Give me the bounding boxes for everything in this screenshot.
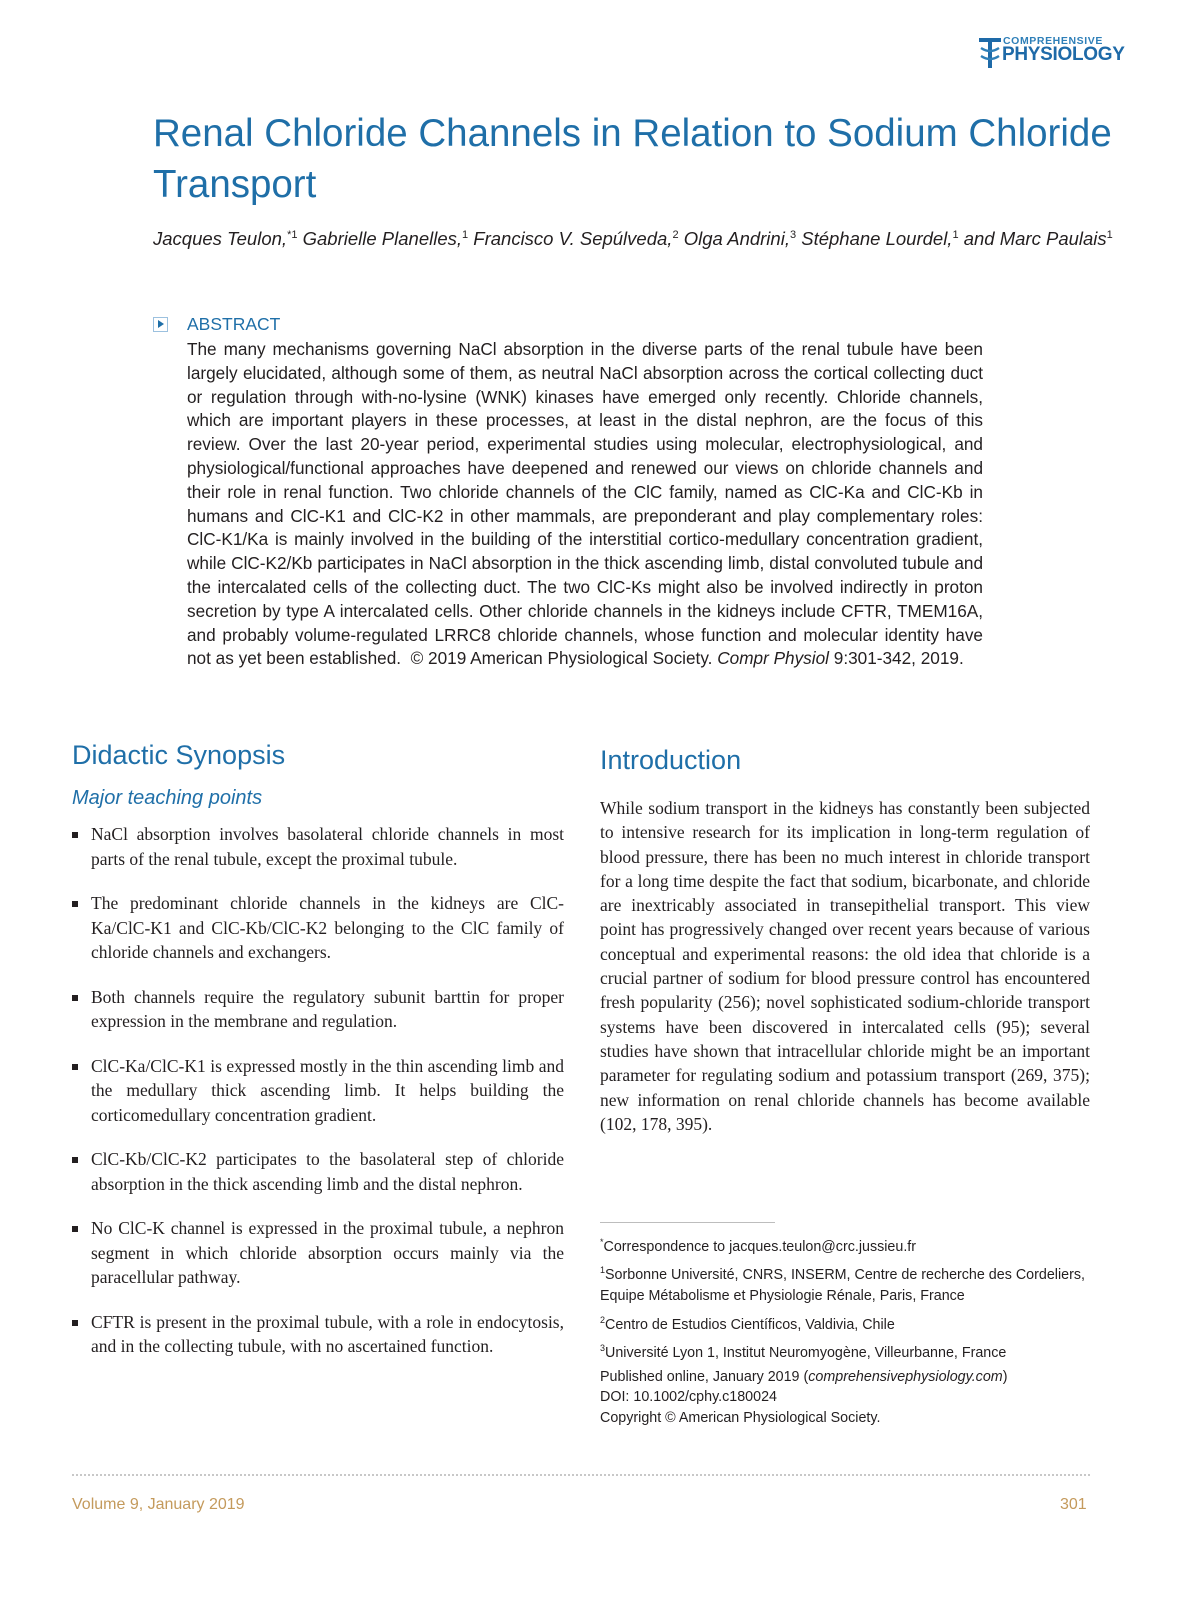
footnote-marker: 1 — [600, 1265, 606, 1276]
footnote-marker: * — [600, 1237, 604, 1247]
author-affiliation-marker: 2 — [672, 229, 679, 241]
abstract-label: ABSTRACT — [187, 314, 281, 334]
introduction-heading: Introduction — [600, 745, 742, 775]
didactic-synopsis-heading: Didactic Synopsis — [72, 740, 286, 770]
teaching-point-text: ClC-Kb/ClC-K2 participates to the basolateral step of chloride absorption in the thick ascending limb and the distal nephron. — [91, 1149, 564, 1194]
correspondence-note — [600, 1232, 1090, 1257]
author-name: Francisco V. Sepúlveda, — [473, 228, 673, 250]
teaching-points-heading: Major teaching points — [72, 787, 263, 809]
author-affiliation-marker: *1 — [287, 229, 298, 241]
logo-line-1: COMPREHENSIVE — [1003, 35, 1103, 47]
affiliation-note — [600, 1310, 1090, 1335]
affiliation-note — [600, 1260, 1090, 1306]
author-affiliation-marker: 1 — [462, 229, 469, 241]
teaching-point — [72, 1147, 564, 1196]
published-prefix: Published online, January 2019 ( — [600, 1368, 809, 1385]
footnotes — [600, 1232, 1090, 1432]
author-separator: and — [958, 228, 1000, 250]
bullet-icon — [72, 1320, 78, 1326]
author-name: Jacques Teulon, — [153, 228, 288, 250]
author-list — [153, 222, 1113, 252]
author-name: Gabrielle Planelles, — [302, 228, 463, 250]
introduction-text: While sodium transport in the kidneys has constantly been subjected to intensive research for its implication in long-term regulation of blood pressure, there has been no much interest in chloride transport for a long time despite the fact that sodium, bicarbonate, and chloride are inextricably associated in transepithelial transport. This view point has progressively changed over recent years because of various conceptual and experimental reasons: the old idea that chloride is a crucial partner of sodium for blood pressure control has encountered fresh popularity (256); novel sophisticated sodium-chloride transport systems have been discovered in intercalated cells (95); several studies have shown that intracellular chloride might be an important parameter for regulating sodium and potassium transport (269, 375); new information on renal chloride channels has become available (102, 178, 395). — [600, 798, 1090, 1134]
author-affiliation-marker: 1 — [952, 229, 959, 241]
abstract-citation: 9:301-342, 2019. — [833, 648, 964, 669]
affiliation-text: Sorbonne Université, CNRS, INSERM, Centre de recherche des Cordeliers, Equipe Métabolisme et Physiologie Rénale, Paris, France — [600, 1267, 1085, 1304]
journal-logo — [975, 34, 1135, 74]
footnote-marker: 2 — [600, 1314, 606, 1325]
teaching-point — [72, 891, 564, 965]
teaching-point — [72, 1054, 564, 1128]
teaching-point-text: No ClC-K channel is expressed in the proximal tubule, a nephron segment in which chloride absorption occurs mainly via the paracellular pathway. — [91, 1218, 564, 1287]
abstract-text — [187, 338, 983, 671]
abstract-body-text: The many mechanisms governing NaCl absorption in the diverse parts of the renal tubule have been largely elucidated, although some of them, as neutral NaCl absorption across the cortical collecting duct or regulation through with-no-lysine (WNK) kinases have emerged only recently. Chloride channels, which are important players in these processes, at least in the distal nephron, are the focus of this review. Over the last 20-year period, experimental studies using molecular, electrophysiological, and physiological/functional approaches have deepened and renewed our views on chloride channels and their role in renal function. Two chloride channels of the ClC family, named as ClC-Ka and ClC-Kb in humans and ClC-K1 and ClC-K2 in other mammals, are preponderant and play complementary roles: ClC-K1/Ka is mainly involved in the building of the interstitial cortico-medullary concentration gradient, while ClC-K2/Kb participates in NaCl absorption in the thick ascending limb, distal convoluted tubule and the intercalated cells of the collecting duct. The two ClC-Ks might also be involved indirectly in proton secretion by type A intercalated cells. Other chloride channels in the kidneys include CFTR, TMEM16A, and probably volume-regulated LRRC8 chloride channels, whose function and molecular identity have not as yet been established. — [187, 339, 983, 669]
bullet-icon — [72, 901, 78, 907]
teaching-points-list — [72, 822, 564, 1379]
footnote-divider — [600, 1222, 775, 1223]
published-suffix: ) — [1002, 1368, 1008, 1385]
author-name: Stéphane Lourdel, — [801, 228, 953, 250]
abstract-copyright: © 2019 American Physiological Society. — [410, 648, 713, 669]
doi[interactable]: DOI: 10.1002/cphy.c180024 — [600, 1389, 777, 1406]
author-name: Olga Andrini, — [683, 228, 790, 250]
teaching-point — [72, 822, 564, 871]
footnote-marker: 3 — [600, 1343, 606, 1354]
journal-abbrev: Compr Physiol — [717, 648, 829, 669]
teaching-point — [72, 985, 564, 1034]
author-name: Marc Paulais — [999, 228, 1107, 250]
affiliation-text: Université Lyon 1, Institut Neuromyogène, Villeurbanne, France — [605, 1344, 1007, 1361]
teaching-point-text: NaCl absorption involves basolateral chloride channels in most parts of the renal tubule, except the proximal tubule. — [91, 824, 564, 869]
bullet-icon — [72, 1157, 78, 1163]
teaching-point — [72, 1216, 564, 1290]
bullet-icon — [72, 1226, 78, 1232]
affiliations — [600, 1260, 1090, 1363]
correspondence-text: Correspondence to jacques.teulon@crc.jussieu.fr — [603, 1238, 917, 1255]
footer-divider — [72, 1474, 1090, 1476]
author-affiliation-marker: 3 — [789, 229, 797, 241]
bullet-icon — [72, 832, 78, 838]
journal-site-link[interactable]: comprehensivephysiology.com — [808, 1368, 1003, 1385]
teaching-point-text: The predominant chloride channels in the kidneys are ClC-Ka/ClC-K1 and ClC-Kb/ClC-K2 belonging to the ClC family of chloride channels and exchangers. — [91, 893, 564, 962]
bullet-icon — [72, 1064, 78, 1070]
author-affiliation-marker: 1 — [1106, 229, 1113, 241]
logo-line-2: PHYSIOLOGY — [1002, 44, 1125, 65]
physiology-logo-icon — [975, 34, 1005, 70]
volume-info: Volume 9, January 2019 — [72, 1496, 245, 1513]
teaching-point — [72, 1310, 564, 1359]
footnote-copyright: Copyright © American Physiological Society. — [600, 1409, 881, 1426]
affiliation-note — [600, 1338, 1090, 1363]
affiliation-text: Centro de Estudios Científicos, Valdivia, Chile — [605, 1316, 895, 1333]
teaching-point-text: ClC-Ka/ClC-K1 is expressed mostly in the thin ascending limb and the medullary thick ascending limb. It helps building the corticomedullary concentration gradient. — [91, 1055, 564, 1125]
teaching-point-text: CFTR is present in the proximal tubule, with a role in endocytosis, and in the collecting tubule, with no ascertained function. — [91, 1311, 564, 1356]
teaching-point-text: Both channels require the regulatory subunit barttin for proper expression in the membrane and regulation. — [91, 986, 564, 1031]
abstract-toggle-icon[interactable] — [153, 317, 168, 332]
page-number: 301 — [1060, 1496, 1087, 1513]
published-note — [600, 1367, 1090, 1429]
bullet-icon — [72, 995, 78, 1001]
article-title: Renal Chloride Channels in Relation to Sodium Chloride Transport — [153, 112, 1112, 206]
